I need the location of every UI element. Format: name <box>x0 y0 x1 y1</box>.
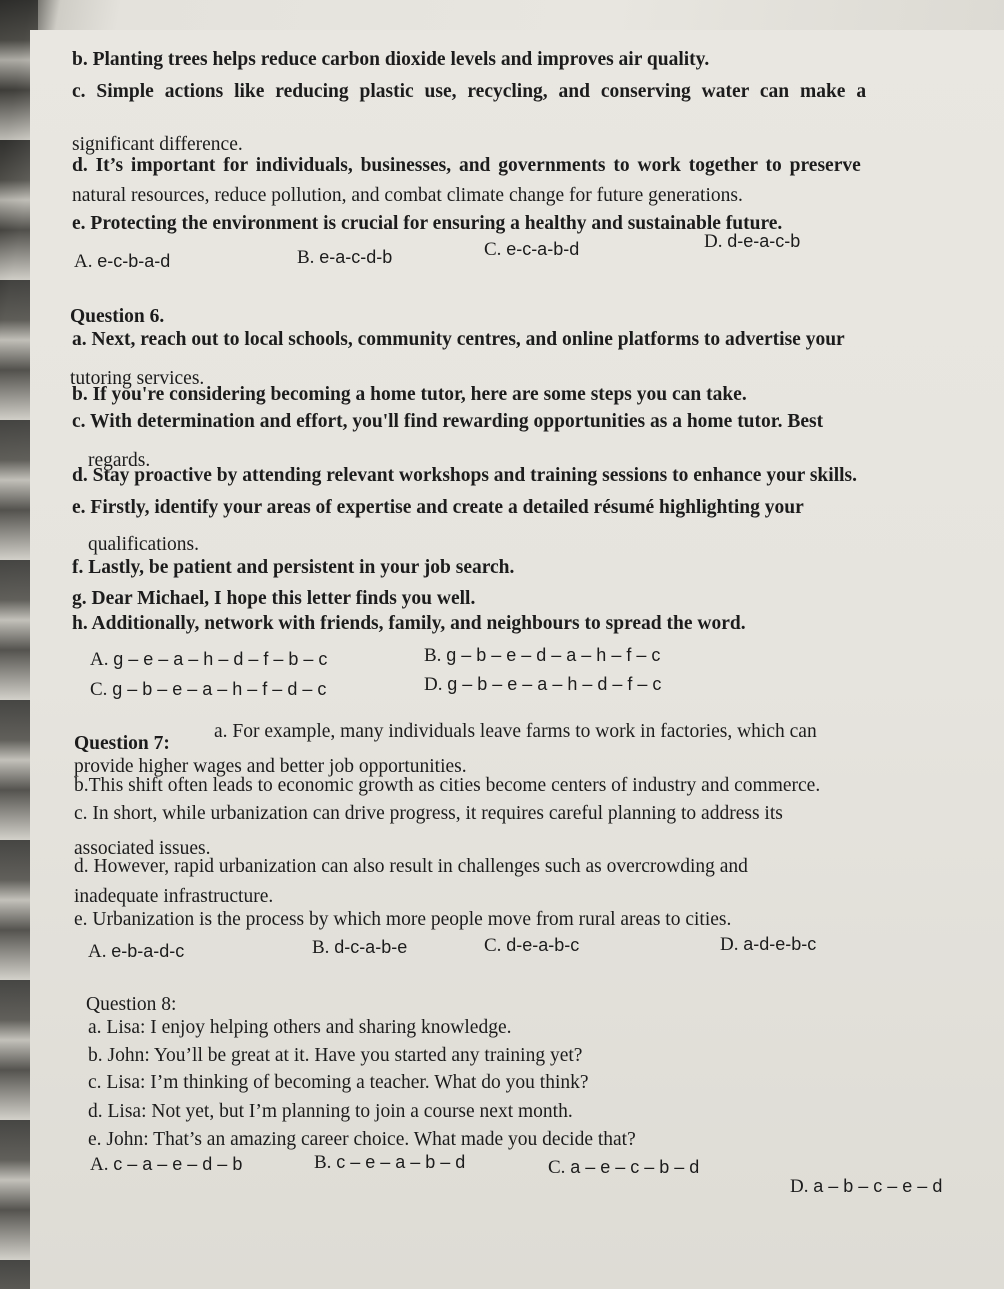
q7-item-c: c. In short, while urbanization can drive progress, it requires careful planning to address its <box>74 803 783 824</box>
q7-item-b: b.This shift often leads to economic growth as cities become centers of industry and commerce. <box>74 775 821 796</box>
q5-item-c-cont: significant difference. <box>72 134 243 155</box>
q6-item-h: h. Additionally, network with friends, family, and neighbours to spread the word. <box>72 613 746 634</box>
q5-item-d-cont: natural resources, reduce pollution, and combat climate change for future generations. <box>72 185 743 206</box>
q6-option-a[interactable]: A. g – e – a – h – d – f – b – c <box>90 649 328 670</box>
q6-item-a: a. Next, reach out to local schools, community centres, and online platforms to advertise your <box>72 329 845 350</box>
q5-item-c: c. Simple actions like reducing plastic use, recycling, and conserving water can make a <box>72 81 867 102</box>
q8-item-b: b. John: You’ll be great at it. Have you started any training yet? <box>88 1045 583 1066</box>
q5-option-a[interactable]: A. e-c-b-a-d <box>74 251 171 272</box>
q5-item-d: d. It’s important for individuals, businesses, and governments to work together to preserve <box>72 155 861 176</box>
q6-item-c: c. With determination and effort, you'll find rewarding opportunities as a home tutor. Best <box>72 411 824 432</box>
q7-option-b[interactable]: B. d-c-a-b-e <box>312 937 408 958</box>
q5-item-b: b. Planting trees helps reduce carbon dioxide levels and improves air quality. <box>72 49 710 70</box>
q7-item-a-cont: provide higher wages and better job opportunities. <box>74 756 467 777</box>
q8-item-e: e. John: That’s an amazing career choice. What made you decide that? <box>88 1129 636 1150</box>
q8-item-c: c. Lisa: I’m thinking of becoming a teacher. What do you think? <box>88 1072 589 1093</box>
q6-option-c[interactable]: C. g – b – e – a – h – f – d – c <box>90 679 327 700</box>
q6-item-f: f. Lastly, be patient and persistent in your job search. <box>72 557 515 578</box>
q7-item-a: a. For example, many individuals leave farms to work in factories, which can <box>214 721 817 742</box>
q6-item-e: e. Firstly, identify your areas of expertise and create a detailed résumé highlighting your <box>72 497 804 518</box>
q6-option-d[interactable]: D. g – b – e – a – h – d – f – c <box>424 674 662 695</box>
q8-title: Question 8: <box>86 994 177 1015</box>
q7-title: Question 7: <box>74 733 170 754</box>
q7-option-c[interactable]: C. d-e-a-b-c <box>484 935 580 956</box>
q6-item-b: b. If you're considering becoming a home tutor, here are some steps you can take. <box>72 384 747 405</box>
q8-option-a[interactable]: A. c – a – e – d – b <box>90 1154 243 1175</box>
q6-item-a-cont: tutoring services. <box>70 368 205 389</box>
q7-item-d: d. However, rapid urbanization can also result in challenges such as overcrowding and <box>74 856 748 877</box>
q7-option-a[interactable]: A. e-b-a-d-c <box>88 941 185 962</box>
q8-option-d[interactable]: D. a – b – c – e – d <box>790 1176 943 1197</box>
q8-option-b[interactable]: B. c – e – a – b – d <box>314 1152 466 1173</box>
q5-option-b[interactable]: B. e-a-c-d-b <box>297 247 393 268</box>
q8-option-c[interactable]: C. a – e – c – b – d <box>548 1157 700 1178</box>
q5-option-d[interactable]: D. d-e-a-c-b <box>704 231 801 252</box>
q7-item-e: e. Urbanization is the process by which more people move from rural areas to cities. <box>74 909 732 930</box>
q8-item-a: a. Lisa: I enjoy helping others and sharing knowledge. <box>88 1017 512 1038</box>
q6-item-e-cont: qualifications. <box>88 534 200 555</box>
q7-item-c-cont: associated issues. <box>74 838 211 859</box>
q5-item-e: e. Protecting the environment is crucial for ensuring a healthy and sustainable future. <box>72 213 783 234</box>
q7-item-d-cont: inadequate infrastructure. <box>74 886 274 907</box>
q6-title: Question 6. <box>70 306 165 327</box>
q6-item-g: g. Dear Michael, I hope this letter finds you well. <box>72 588 476 609</box>
q5-option-c[interactable]: C. e-c-a-b-d <box>484 239 580 260</box>
q6-item-d: d. Stay proactive by attending relevant workshops and training sessions to enhance your skills. <box>72 465 857 486</box>
q7-option-d[interactable]: D. a-d-e-b-c <box>720 934 817 955</box>
q8-item-d: d. Lisa: Not yet, but I’m planning to join a course next month. <box>88 1101 573 1122</box>
q6-item-c-cont: regards. <box>88 450 151 471</box>
q6-option-b[interactable]: B. g – b – e – d – a – h – f – c <box>424 645 661 666</box>
